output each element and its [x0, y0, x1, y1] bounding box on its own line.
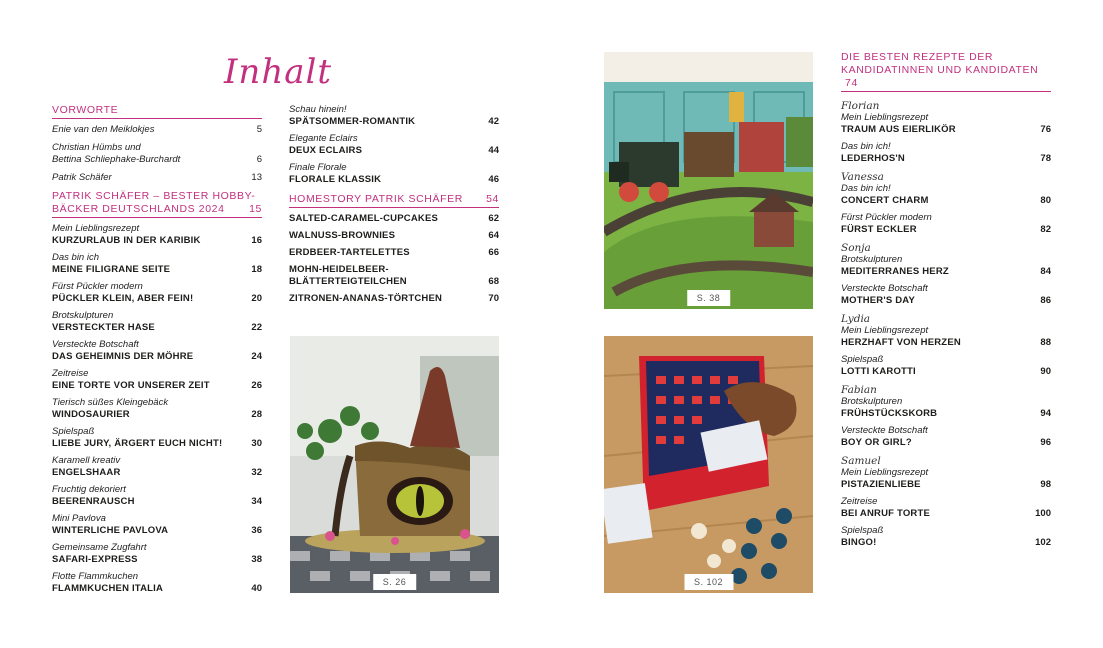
entry-category: Spielspaß — [841, 525, 884, 536]
photo-dragon-cake — [290, 336, 499, 593]
entry-text: Enie van den Meiklokjes — [52, 124, 155, 135]
candidate-name: Sonja — [841, 242, 871, 254]
entry-title: MOHN-HEIDELBEER-BLÄTTERTEIGTEILCHEN — [289, 264, 407, 287]
section-label: KANDIDATINNEN UND KANDIDATEN — [841, 64, 1039, 76]
page-number: 28 — [251, 409, 262, 420]
toc-entry[interactable] — [52, 310, 262, 334]
entry-category: Versteckte Botschaft — [841, 425, 928, 436]
photo-safari-train — [604, 52, 813, 309]
entry-category: Mein Lieblingsrezept — [52, 223, 140, 234]
photo-caption: S. 102 — [684, 574, 733, 590]
toc-column-3 — [841, 51, 1051, 549]
entry-title: FRÜHSTÜCKSKORB — [841, 408, 938, 419]
entry-title: FÜRST ECKLER — [841, 224, 917, 235]
entry-title: BEERENRAUSCH — [52, 496, 135, 507]
toc-entry[interactable] — [52, 513, 262, 537]
section-label: PATRIK SCHÄFER – BESTER HOBBY- — [52, 190, 256, 202]
page-number: 96 — [1040, 437, 1051, 448]
page-number: 44 — [488, 145, 499, 156]
photo-caption: S. 26 — [373, 574, 417, 590]
page-number: 26 — [251, 380, 262, 391]
entry-category: Tierisch süßes Kleingebäck — [52, 397, 169, 408]
candidate-name: Lydia — [841, 313, 871, 325]
entry-category: Flotte Flammkuchen — [52, 571, 139, 582]
entry-category: Brotskulpturen — [841, 254, 903, 265]
page-number: 100 — [1035, 508, 1051, 519]
toc-entry[interactable] — [841, 425, 1051, 449]
entry-title: ERDBEER-TARTELETTES — [289, 247, 410, 258]
entry-category: Fruchtig dekoriert — [52, 484, 126, 495]
entry-title: DEUX ECLAIRS — [289, 145, 363, 156]
entry-title: WINTERLICHE PAVLOVA — [52, 525, 169, 536]
page-number: 34 — [251, 496, 262, 507]
candidate-name: Vanessa — [841, 171, 884, 183]
entry-title: LIEBE JURY, ÄRGERT EUCH NICHT! — [52, 438, 223, 449]
toc-entry[interactable] — [52, 281, 262, 305]
entry-text: Bettina Schliephake-Burchardt — [52, 154, 181, 165]
toc-entry[interactable] — [52, 542, 262, 566]
section-heading-homestory[interactable] — [289, 193, 499, 208]
entry-title: SPÄTSOMMER-ROMANTIK — [289, 116, 416, 127]
page-number: 94 — [1040, 408, 1051, 419]
entry-title: ZITRONEN-ANANAS-TÖRTCHEN — [289, 293, 443, 304]
toc-entry[interactable] — [841, 525, 1051, 549]
page-number: 78 — [1040, 153, 1051, 164]
page-number: 16 — [251, 235, 262, 246]
page-number: 36 — [251, 525, 262, 536]
candidate-name: Fabian — [841, 384, 877, 396]
candidate-name: Florian — [841, 100, 880, 112]
entry-category: Zeitreise — [52, 368, 89, 379]
entry-title: DAS GEHEIMNIS DER MÖHRE — [52, 351, 194, 362]
page-number: 102 — [1035, 537, 1051, 548]
page-number: 38 — [251, 554, 262, 565]
page-number: 90 — [1040, 366, 1051, 377]
entry-title: MEDITERRANES HERZ — [841, 266, 949, 277]
page-number: 42 — [488, 116, 499, 127]
page-number: 80 — [1040, 195, 1051, 206]
entry-category: Mein Lieblingsrezept — [841, 467, 929, 478]
entry-title: SAFARI-EXPRESS — [52, 554, 138, 565]
section-label: DIE BESTEN REZEPTE DER — [841, 51, 994, 63]
toc-entry[interactable] — [289, 104, 499, 128]
entry-category: Brotskulpturen — [841, 396, 903, 407]
entry-category: Spielspaß — [52, 426, 95, 437]
entry-title: LOTTI KAROTTI — [841, 366, 916, 377]
section-label: HOMESTORY PATRIK SCHÄFER — [289, 193, 463, 205]
entry-category: Das bin ich! — [841, 183, 891, 194]
entry-title: TRAUM AUS EIERLIKÖR — [841, 124, 956, 135]
section-heading-kandidaten[interactable] — [841, 51, 1051, 92]
entry-title: BEI ANRUF TORTE — [841, 508, 931, 519]
page-number: 15 — [249, 203, 262, 215]
entry-category: Gemeinsame Zugfahrt — [52, 542, 147, 553]
toc-entry[interactable] — [841, 212, 1051, 236]
entry-title: FLAMMKUCHEN ITALIA — [52, 583, 164, 594]
entry-title: WINDOSAURIER — [52, 409, 130, 420]
entry-text: Patrik Schäfer — [52, 172, 112, 183]
page-number: 82 — [1040, 224, 1051, 235]
toc-entry[interactable] — [52, 339, 262, 363]
toc-entry[interactable] — [289, 247, 499, 259]
toc-entry[interactable] — [289, 133, 499, 157]
page-number: 54 — [486, 193, 499, 205]
entry-category: Mein Lieblingsrezept — [841, 112, 929, 123]
entry-category: Zeitreise — [841, 496, 878, 507]
candidate-name: Samuel — [841, 455, 881, 467]
page-number: 18 — [251, 264, 262, 275]
section-heading-vorworte[interactable] — [52, 104, 262, 119]
toc-entry[interactable] — [52, 571, 262, 595]
entry-text: Christian Hümbs und — [52, 142, 141, 153]
entry-title: PÜCKLER KLEIN, ABER FEIN! — [52, 293, 194, 304]
entry-category: Mein Lieblingsrezept — [841, 325, 929, 336]
entry-title: CONCERT CHARM — [841, 195, 929, 206]
toc-entry[interactable] — [841, 112, 1051, 136]
page-number: 20 — [251, 293, 262, 304]
page-number: 64 — [488, 230, 499, 241]
toc-column-2 — [289, 104, 499, 305]
entry-category: Elegante Eclairs — [289, 133, 358, 144]
entry-category: Fürst Pückler modern — [52, 281, 143, 292]
entry-category: Schau hinein! — [289, 104, 347, 115]
page-number: 30 — [251, 438, 262, 449]
entry-title: KURZURLAUB IN DER KARIBIK — [52, 235, 201, 246]
toc-entry[interactable] — [52, 397, 262, 421]
toc-entry[interactable] — [289, 213, 499, 225]
toc-entry[interactable] — [841, 354, 1051, 378]
page-number: 98 — [1040, 479, 1051, 490]
page-number: 76 — [1040, 124, 1051, 135]
toc-entry[interactable] — [841, 325, 1051, 349]
entry-title: ENGELSHAAR — [52, 467, 121, 478]
section-heading-patrik[interactable] — [52, 190, 262, 218]
page-number: 66 — [488, 247, 499, 258]
toc-entry[interactable] — [289, 230, 499, 242]
section-label: BÄCKER DEUTSCHLANDS 2024 — [52, 203, 225, 215]
toc-entry[interactable] — [52, 426, 262, 450]
page-number: 84 — [1040, 266, 1051, 277]
toc-entry[interactable] — [841, 496, 1051, 520]
page-number: 88 — [1040, 337, 1051, 348]
page-number: 22 — [251, 322, 262, 333]
toc-entry[interactable] — [841, 141, 1051, 165]
entry-title: MEINE FILIGRANE SEITE — [52, 264, 171, 275]
page-number: 24 — [251, 351, 262, 362]
entry-category: Das bin ich — [52, 252, 99, 263]
entry-title: PISTAZIENLIEBE — [841, 479, 921, 490]
page-number: 62 — [488, 213, 499, 224]
entry-title: FLORALE KLASSIK — [289, 174, 382, 185]
page-number: 74 — [845, 77, 858, 89]
entry-category: Spielspaß — [841, 354, 884, 365]
entry-title: SALTED-CARAMEL-CUPCAKES — [289, 213, 439, 224]
toc-entry[interactable] — [841, 283, 1051, 307]
toc-entry[interactable] — [841, 183, 1051, 207]
entry-category: Karamell kreativ — [52, 455, 121, 466]
entry-title: BOY OR GIRL? — [841, 437, 912, 448]
photo-caption: S. 38 — [687, 290, 731, 306]
toc-entry[interactable] — [52, 142, 262, 166]
toc-entry[interactable] — [289, 264, 499, 288]
entry-title: BINGO! — [841, 537, 877, 548]
toc-column-1 — [52, 104, 262, 595]
toc-entry[interactable] — [289, 162, 499, 186]
toc-entry[interactable] — [52, 223, 262, 247]
toc-entry[interactable] — [289, 293, 499, 305]
toc-entry[interactable] — [841, 254, 1051, 278]
entry-title: LEDERHOS'N — [841, 153, 905, 164]
entry-title: VERSTECKTER HASE — [52, 322, 155, 333]
entry-category: Das bin ich! — [841, 141, 891, 152]
page-number: 5 — [256, 124, 262, 135]
toc-entry[interactable] — [841, 396, 1051, 420]
page-number: 40 — [251, 583, 262, 594]
entry-category: Versteckte Botschaft — [52, 339, 139, 350]
page-number: 86 — [1040, 295, 1051, 306]
page-title: Inhalt — [224, 52, 333, 92]
entry-title: MOTHER'S DAY — [841, 295, 915, 306]
page-number: 46 — [488, 174, 499, 185]
page-number: 70 — [488, 293, 499, 304]
page-number: 6 — [256, 154, 262, 165]
section-label: VORWORTE — [52, 104, 119, 116]
entry-title: EINE TORTE VOR UNSERER ZEIT — [52, 380, 210, 391]
entry-category: Versteckte Botschaft — [841, 283, 928, 294]
entry-category: Fürst Pückler modern — [841, 212, 932, 223]
toc-entry[interactable] — [841, 467, 1051, 491]
toc-entry[interactable] — [52, 368, 262, 392]
entry-title: HERZHAFT VON HERZEN — [841, 337, 961, 348]
page-number: 68 — [488, 276, 499, 287]
toc-entry[interactable] — [52, 124, 262, 136]
toc-entry[interactable] — [52, 172, 262, 184]
toc-entry[interactable] — [52, 252, 262, 276]
entry-category: Mini Pavlova — [52, 513, 106, 524]
toc-entry[interactable] — [52, 484, 262, 508]
photo-bingo-cake — [604, 336, 813, 593]
toc-entry[interactable] — [52, 455, 262, 479]
entry-category: Brotskulpturen — [52, 310, 114, 321]
entry-title: WALNUSS-BROWNIES — [289, 230, 396, 241]
page-number: 13 — [251, 172, 262, 183]
page-number: 32 — [251, 467, 262, 478]
entry-category: Finale Florale — [289, 162, 347, 173]
